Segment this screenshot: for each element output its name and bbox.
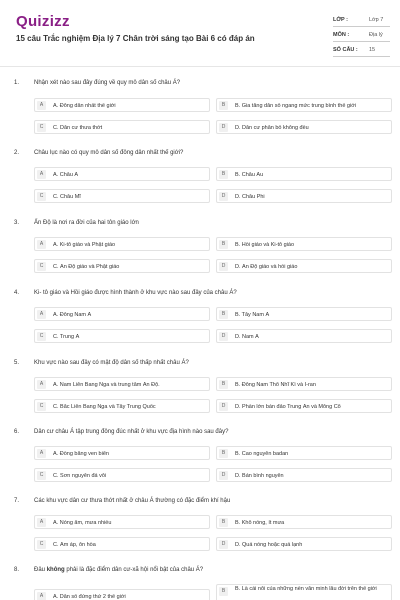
option-b[interactable] (216, 377, 392, 391)
option-letter: C (37, 402, 46, 411)
option-letter: B (219, 101, 228, 110)
page-title: 15 câu Trắc nghiệm Địa lý 7 Chân trời sáng tạo Bài 6 có đáp án (16, 34, 255, 43)
question-number: 3. (14, 220, 20, 226)
question-text: Các khu vực dân cư thưa thớt nhất ở châu Á thường có đặc điểm khí hậu (34, 498, 231, 504)
option-d[interactable] (216, 189, 392, 203)
option-letter: C (37, 332, 46, 341)
option-text: B. Đông Nam Thổ Nhĩ Kì và I-ran (235, 381, 316, 388)
option-b[interactable] (216, 584, 392, 600)
question-number: 6. (14, 429, 20, 435)
question-text: Ấn Độ là nơi ra đời của hai tôn giáo lớn (34, 220, 139, 226)
option-letter: C (37, 123, 46, 132)
question-number: 5. (14, 360, 20, 366)
option-a[interactable] (34, 515, 210, 529)
question-text: Ki- tô giáo và Hồi giáo được hình thành ở khu vực nào sau đây của châu Á? (34, 290, 237, 296)
option-text: D. Châu Phi (235, 193, 265, 200)
question-text: Nhận xét nào sau đây đúng về quy mô dân số châu Á? (34, 80, 181, 86)
meta-grade-label: LỚP : (333, 17, 348, 23)
meta-subject-value: Địa lý (369, 32, 383, 38)
option-d[interactable] (216, 259, 392, 273)
option-letter: A (37, 310, 46, 319)
option-letter: B (219, 170, 228, 179)
option-letter: A (37, 449, 46, 458)
option-letter: C (37, 471, 46, 480)
option-c[interactable] (34, 120, 210, 134)
option-text: B. Cao nguyên badan (235, 450, 289, 457)
option-text: C. Trung Á (53, 333, 80, 340)
option-text: C. Châu Mĩ (53, 193, 81, 200)
option-b[interactable] (216, 98, 392, 112)
option-text: B. Châu Âu (235, 171, 264, 178)
question-number: 2. (14, 150, 20, 156)
option-d[interactable] (216, 329, 392, 343)
option-b[interactable] (216, 446, 392, 460)
option-text: B. Gia tăng dân số ngang mức trung bình thế giới (235, 102, 357, 109)
option-text: D. Nam Á (235, 333, 259, 340)
option-b[interactable] (216, 515, 392, 529)
question-text-suffix: phải là đặc điểm dân cư-xã hội nổi bật của châu Á? (64, 567, 204, 573)
option-letter: B (219, 380, 228, 389)
option-c[interactable] (34, 468, 210, 482)
option-d[interactable] (216, 399, 392, 413)
option-text: D. Quá nóng hoặc quá lạnh (235, 541, 303, 548)
option-a[interactable] (34, 307, 210, 321)
option-letter: B (219, 518, 228, 527)
option-c[interactable] (34, 399, 210, 413)
option-c[interactable] (34, 537, 210, 551)
meta-divider (333, 56, 390, 57)
option-a[interactable] (34, 237, 210, 251)
option-a[interactable] (34, 589, 210, 600)
option-text: A. Ki-tô giáo và Phật giáo (53, 241, 116, 248)
option-letter: D (219, 192, 228, 201)
option-b[interactable] (216, 307, 392, 321)
option-d[interactable] (216, 120, 392, 134)
option-text: B. Hồi giáo và Ki-tô giáo (235, 241, 295, 248)
option-letter: D (219, 471, 228, 480)
option-letter: C (37, 540, 46, 549)
question-text (34, 567, 384, 573)
option-letter: D (219, 123, 228, 132)
question-number: 7. (14, 498, 20, 504)
meta-divider (333, 26, 390, 27)
option-text: D. Bán bình nguyên (235, 472, 284, 479)
option-a[interactable] (34, 377, 210, 391)
option-text: B. Tây Nam Á (235, 311, 270, 318)
question-text: Dân cư châu Á tập trung đông đúc nhất ở khu vực địa hình nào sau đây? (34, 429, 229, 435)
option-a[interactable] (34, 167, 210, 181)
question-text-prefix: Đâu (34, 567, 47, 573)
option-letter: A (37, 101, 46, 110)
option-a[interactable] (34, 446, 210, 460)
option-d[interactable] (216, 537, 392, 551)
option-text: B. Là cái nôi của những nền văn minh lâu đời trên thế giới (235, 586, 377, 592)
option-letter: A (37, 170, 46, 179)
meta-count-label: SỐ CÂU : (333, 47, 358, 53)
option-letter: A (37, 518, 46, 527)
option-letter: A (37, 592, 46, 600)
option-text: D. Phần lớn bán đảo Trung Ấn và Mông Cổ (235, 403, 341, 410)
option-letter: A (37, 240, 46, 249)
option-letter: D (219, 402, 228, 411)
quizizz-logo: Quizizz (16, 13, 70, 30)
option-letter: A (37, 380, 46, 389)
option-d[interactable] (216, 468, 392, 482)
question-text: Châu lục nào có quy mô dân số đông dân nhất thế giới? (34, 150, 184, 156)
option-letter: B (219, 310, 228, 319)
option-a[interactable] (34, 98, 210, 112)
option-text: D. Dân cư phân bố không đều (235, 124, 309, 131)
option-text: C. Ấn Độ giáo và Phật giáo (53, 263, 120, 270)
option-text: B. Khô nóng, ít mưa (235, 519, 285, 526)
option-text: A. Đông Nam Á (53, 311, 92, 318)
option-letter: D (219, 262, 228, 271)
meta-grade-value: Lớp 7 (369, 17, 384, 23)
option-b[interactable] (216, 167, 392, 181)
page-header (0, 0, 400, 70)
option-letter: B (219, 449, 228, 458)
question-number: 8. (14, 567, 20, 573)
question-number: 1. (14, 80, 20, 86)
option-text: C. Ấm áp, ôn hòa (53, 541, 96, 548)
meta-subject-label: MÔN : (333, 32, 350, 38)
option-text: A. Đồng bằng ven biển (53, 450, 109, 457)
option-text: C. Bắc Liên Bang Nga và Tây Trung Quốc (53, 403, 156, 410)
option-letter: B (219, 587, 228, 596)
option-letter: C (37, 192, 46, 201)
option-letter: D (219, 332, 228, 341)
option-c[interactable] (34, 189, 210, 203)
option-text: A. Nóng ẩm, mưa nhiều (53, 519, 112, 526)
option-c[interactable] (34, 259, 210, 273)
question-text-emphasis: không (46, 567, 65, 573)
option-text: A. Đông dân nhất thế giới (53, 102, 116, 109)
option-letter: C (37, 262, 46, 271)
option-text: C. Dân cư thưa thớt (53, 124, 103, 131)
question-text: Khu vực nào sau đây có mật độ dân số thấp nhất châu Á? (34, 360, 189, 366)
meta-divider (333, 41, 390, 42)
option-text: A. Nam Liên Bang Nga và trung tâm Ấn Độ. (53, 381, 160, 388)
option-text: C. Sơn nguyên đá vôi (53, 472, 107, 479)
question-number: 4. (14, 290, 20, 296)
header-divider (0, 66, 400, 67)
option-text: A. Châu Á (53, 171, 79, 178)
option-text: A. Dân số đứng thứ 2 thế giới (53, 593, 126, 600)
option-letter: D (219, 540, 228, 549)
option-c[interactable] (34, 329, 210, 343)
meta-count-value: 15 (369, 47, 376, 53)
option-b[interactable] (216, 237, 392, 251)
option-text: D. Ấn Độ giáo và hồi giáo (235, 263, 298, 270)
option-letter: B (219, 240, 228, 249)
